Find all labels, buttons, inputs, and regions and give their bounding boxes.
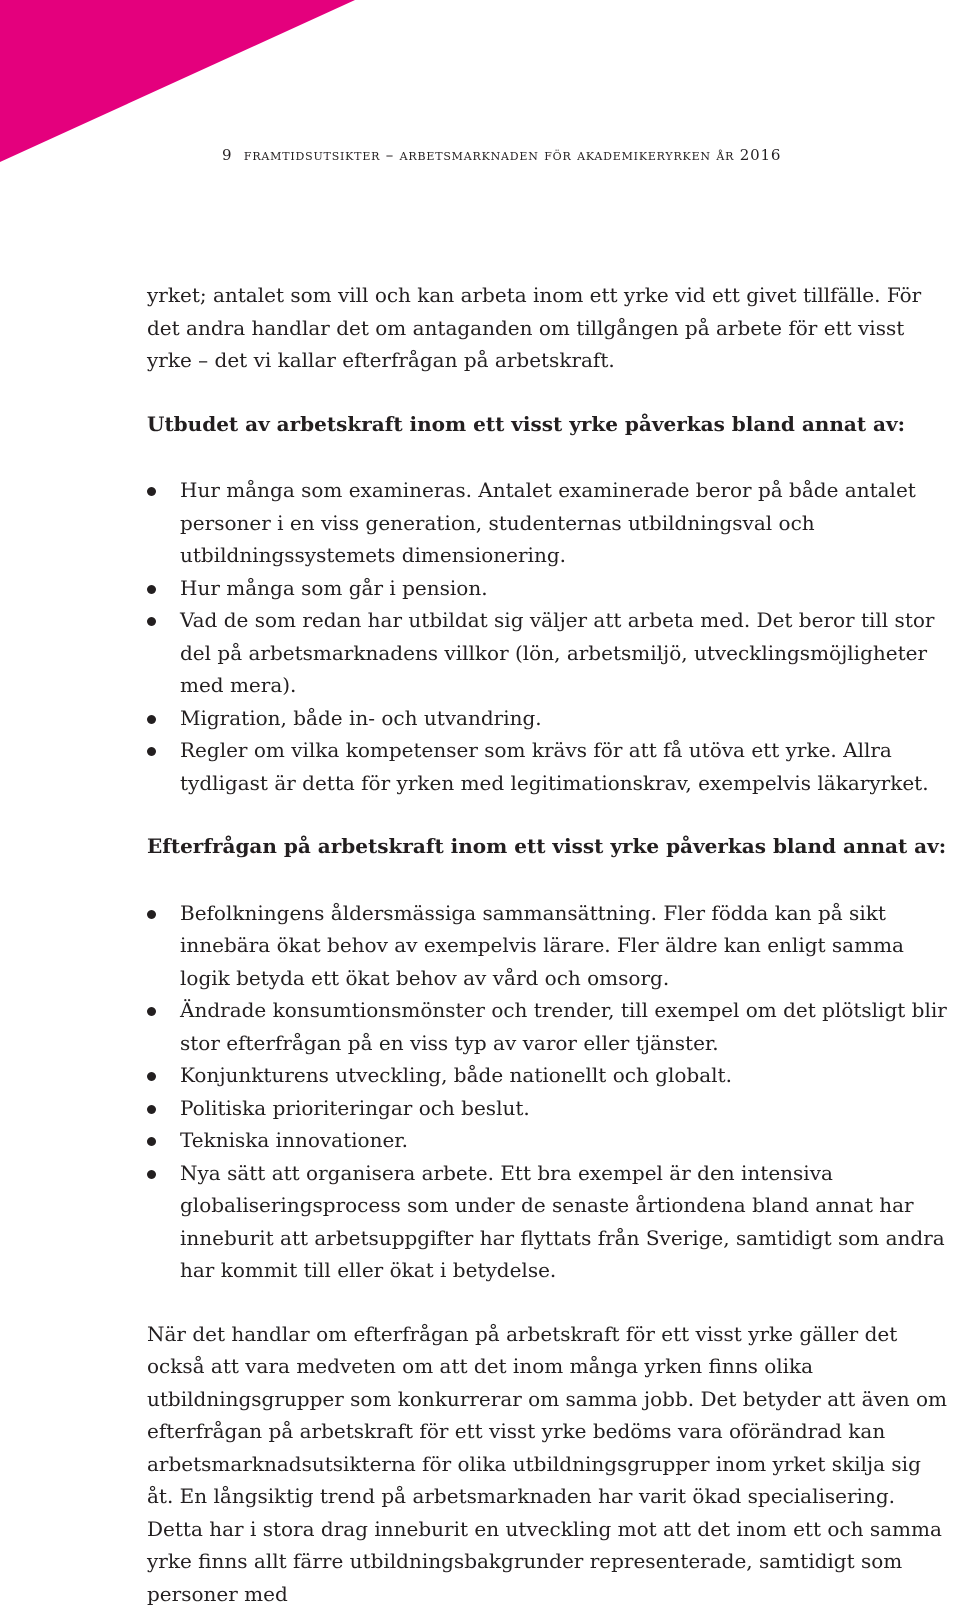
list-item [147, 1092, 947, 1125]
intro-paragraph: yrket; antalet som vill och kan arbeta inom ett yrke vid ett givet tillfälle. För det andra handlar det om antaganden om tillgången på arbete för ett visst yrke – det vi kallar efterfrågan på arbetskraft. [147, 279, 947, 377]
list-item [147, 734, 947, 799]
running-header [222, 146, 781, 164]
list-item [147, 604, 947, 702]
supply-heading: Utbudet av arbetskraft inom ett visst yrke påverkas bland annat av: [147, 408, 947, 441]
list-item [147, 572, 947, 605]
list-item [147, 994, 947, 1059]
list-item-text: Befolkningens åldersmässiga sammansättning. Fler födda kan på sikt innebära ökat behov av exempelvis lärare. Fler äldre kan enligt samma logik betyda ett ökat behov av vård och omsorg. [180, 901, 904, 990]
corner-accent-triangle [0, 0, 360, 165]
list-item-text: Ändrade konsumtionsmönster och trender, till exempel om det plötsligt blir stor efterfrågan på en viss typ av varor eller tjänster. [180, 998, 947, 1055]
bullet-icon [147, 1072, 156, 1081]
list-item [147, 474, 947, 572]
bullet-icon [147, 747, 156, 756]
closing-paragraph: När det handlar om efterfrågan på arbetskraft för ett visst yrke gäller det också att vara medveten om att det inom många yrken finns olika utbildningsgrupper som konkurrerar om samma jobb. Det betyder att även om efterfrågan på arbetskraft för ett visst yrke bedöms vara oförändrad kan arbetsmarknadsutsikterna för olika utbildningsgrupper inom yrket skilja sig åt. En långsiktig trend på arbetsmarknaden har varit ökad specialisering. Detta har i stora drag inneburit en utveckling mot att det inom ett och samma yrke finns allt färre utbildningsbakgrunder representerade, samtidigt som personer med [147, 1318, 947, 1610]
list-item-text: Tekniska innovationer. [180, 1128, 408, 1152]
list-item [147, 702, 947, 735]
bullet-icon [147, 715, 156, 724]
bullet-icon [147, 617, 156, 626]
list-item-text: Regler om vilka kompetenser som krävs för att få utöva ett yrke. Allra tydligast är detta för yrken med legitimationskrav, exempelvis läkaryrket. [180, 738, 929, 795]
list-item-text: Politiska prioriteringar och beslut. [180, 1096, 530, 1120]
demand-list [147, 897, 947, 1287]
bullet-icon [147, 487, 156, 496]
list-item [147, 1059, 947, 1092]
list-item-text: Nya sätt att organisera arbete. Ett bra exempel är den intensiva globaliseringsprocess som under de senaste årtiondena bland annat har inneburit att arbetsuppgifter har flyttats från Sverige, samtidigt som andra har kommit till eller ökat i betydelse. [180, 1161, 945, 1283]
bullet-icon [147, 1007, 156, 1016]
list-item [147, 1157, 947, 1287]
bullet-icon [147, 1137, 156, 1146]
list-item-text: Konjunkturens utveckling, både nationellt och globalt. [180, 1063, 732, 1087]
list-item-text: Hur många som går i pension. [180, 576, 488, 600]
list-item [147, 897, 947, 995]
list-item-text: Hur många som examineras. Antalet examinerade beror på både antalet personer i en viss generation, studenternas utbildningsval och utbildningssystemets dimensionering. [180, 478, 916, 567]
list-item-text: Vad de som redan har utbildat sig väljer att arbeta med. Det beror till stor del på arbetsmarknadens villkor (lön, arbetsmiljö, utvecklingsmöjligheter med mera). [180, 608, 934, 697]
bullet-icon [147, 910, 156, 919]
list-item-text: Migration, både in- och utvandring. [180, 706, 542, 730]
bullet-icon [147, 1170, 156, 1179]
page-number: 9 [222, 146, 232, 164]
bullet-icon [147, 585, 156, 594]
running-title: framtidsutsikter – arbetsmarknaden för akademikeryrken år 2016 [244, 146, 781, 164]
page-body [147, 279, 947, 1610]
bullet-icon [147, 1105, 156, 1114]
demand-heading: Efterfrågan på arbetskraft inom ett visst yrke påverkas bland annat av: [147, 830, 947, 863]
supply-list [147, 474, 947, 799]
list-item [147, 1124, 947, 1157]
